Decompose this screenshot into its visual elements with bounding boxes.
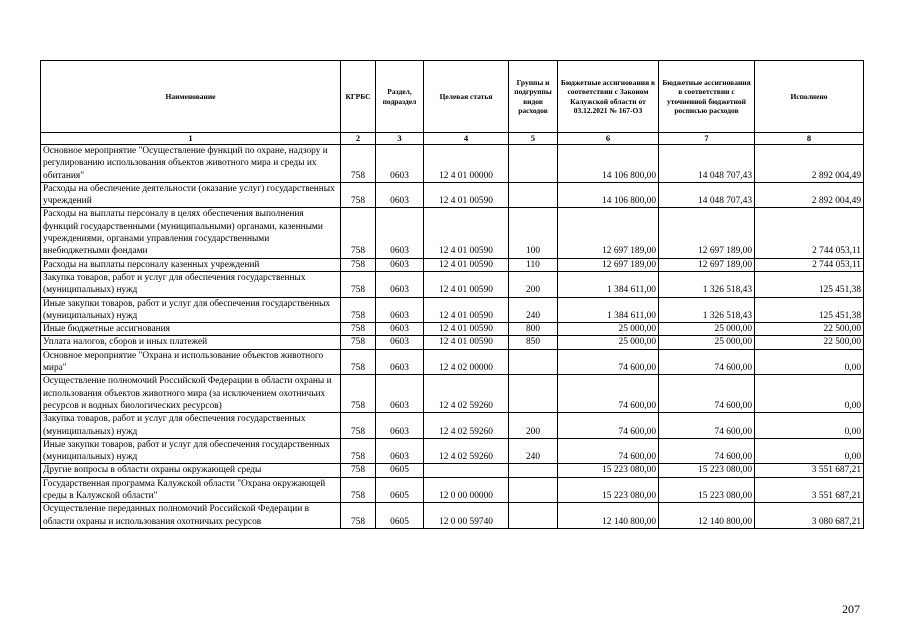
cell-section: 0605 [376, 503, 424, 529]
cell-kgrbs: 758 [341, 145, 376, 183]
cell-refined-allocation: 1 326 518,43 [659, 271, 755, 297]
cell-refined-allocation: 15 223 080,00 [659, 477, 755, 503]
cell-section: 0603 [376, 323, 424, 336]
cell-kgrbs: 758 [341, 375, 376, 413]
column-number: 6 [558, 133, 659, 145]
table-body [41, 145, 864, 529]
cell-name: Уплата налогов, сборов и иных платежей [41, 336, 341, 349]
cell-executed: 2 744 053,11 [755, 208, 864, 258]
cell-law-allocation: 74 600,00 [558, 375, 659, 413]
cell-expense-group: 200 [509, 413, 558, 439]
table-row [41, 323, 864, 336]
cell-target-article: 12 4 01 00590 [424, 182, 509, 208]
cell-refined-allocation: 74 600,00 [659, 375, 755, 413]
cell-target-article: 12 0 00 59740 [424, 503, 509, 529]
cell-target-article: 12 4 01 00590 [424, 297, 509, 323]
cell-law-allocation: 14 106 800,00 [558, 145, 659, 183]
table-row [41, 208, 864, 258]
cell-section: 0603 [376, 375, 424, 413]
table-row [41, 349, 864, 375]
cell-refined-allocation: 14 048 707,43 [659, 182, 755, 208]
table-row [41, 477, 864, 503]
cell-law-allocation: 74 600,00 [558, 349, 659, 375]
cell-target-article: 12 4 02 00000 [424, 349, 509, 375]
table-row [41, 438, 864, 464]
cell-target-article: 12 0 00 00000 [424, 477, 509, 503]
cell-expense-group: 800 [509, 323, 558, 336]
cell-name: Расходы на выплаты персоналу казенных учреждений [41, 258, 341, 271]
header-refined-allocation: Бюджетные ассигнования в соответствии с уточненной бюджетной росписью расходов [659, 61, 755, 133]
cell-name: Закупка товаров, работ и услуг для обеспечения государственных (муниципальных) нужд [41, 271, 341, 297]
cell-target-article: 12 4 01 00000 [424, 145, 509, 183]
cell-expense-group [509, 349, 558, 375]
cell-kgrbs: 758 [341, 182, 376, 208]
cell-section: 0603 [376, 438, 424, 464]
table-row [41, 413, 864, 439]
cell-expense-group [509, 375, 558, 413]
cell-executed: 125 451,38 [755, 271, 864, 297]
cell-executed: 3 551 687,21 [755, 464, 864, 477]
cell-executed: 2 744 053,11 [755, 258, 864, 271]
column-number: 7 [659, 133, 755, 145]
header-row [41, 61, 864, 133]
cell-expense-group: 240 [509, 297, 558, 323]
cell-refined-allocation: 12 697 189,00 [659, 258, 755, 271]
cell-law-allocation: 12 697 189,00 [558, 258, 659, 271]
cell-name: Государственная программа Калужской области "Охрана окружающей среды в Калужской области" [41, 477, 341, 503]
cell-refined-allocation: 12 697 189,00 [659, 208, 755, 258]
cell-name: Иные закупки товаров, работ и услуг для обеспечения государственных (муниципальных) нужд [41, 438, 341, 464]
cell-refined-allocation: 74 600,00 [659, 349, 755, 375]
cell-target-article: 12 4 01 00590 [424, 323, 509, 336]
cell-refined-allocation: 15 223 080,00 [659, 464, 755, 477]
column-number-row [41, 133, 864, 145]
column-number: 3 [376, 133, 424, 145]
header-section: Раздел, подраздел [376, 61, 424, 133]
cell-kgrbs: 758 [341, 464, 376, 477]
cell-name: Расходы на обеспечение деятельности (оказание услуг) государственных учреждений [41, 182, 341, 208]
cell-expense-group [509, 477, 558, 503]
cell-name: Иные бюджетные ассигнования [41, 323, 341, 336]
cell-law-allocation: 74 600,00 [558, 438, 659, 464]
cell-law-allocation: 1 384 611,00 [558, 297, 659, 323]
cell-target-article: 12 4 01 00590 [424, 258, 509, 271]
cell-name: Осуществление полномочий Российской Федерации в области охраны и использования объектов животного мира (за исключением охотничьих ресурсов и водных биологических ресурсов) [41, 375, 341, 413]
table-row [41, 297, 864, 323]
cell-name: Основное мероприятие "Охрана и использование объектов животного мира" [41, 349, 341, 375]
cell-law-allocation: 15 223 080,00 [558, 477, 659, 503]
cell-target-article: 12 4 01 00590 [424, 271, 509, 297]
cell-executed: 22 500,00 [755, 336, 864, 349]
cell-executed: 2 892 004,49 [755, 145, 864, 183]
cell-executed: 0,00 [755, 375, 864, 413]
header-name: Наименование [41, 61, 341, 133]
cell-expense-group [509, 182, 558, 208]
column-number: 1 [41, 133, 341, 145]
cell-kgrbs: 758 [341, 477, 376, 503]
header-kgrbs: КГРБС [341, 61, 376, 133]
cell-law-allocation: 25 000,00 [558, 336, 659, 349]
cell-expense-group [509, 464, 558, 477]
cell-executed: 125 451,38 [755, 297, 864, 323]
cell-refined-allocation: 14 048 707,43 [659, 145, 755, 183]
cell-kgrbs: 758 [341, 297, 376, 323]
cell-kgrbs: 758 [341, 438, 376, 464]
cell-target-article: 12 4 02 59260 [424, 375, 509, 413]
cell-section: 0603 [376, 413, 424, 439]
cell-kgrbs: 758 [341, 503, 376, 529]
cell-section: 0603 [376, 208, 424, 258]
cell-section: 0605 [376, 477, 424, 503]
cell-executed: 0,00 [755, 349, 864, 375]
page-number: 207 [842, 602, 860, 616]
table-row [41, 336, 864, 349]
cell-law-allocation: 74 600,00 [558, 413, 659, 439]
column-number: 4 [424, 133, 509, 145]
cell-name: Расходы на выплаты персоналу в целях обеспечения выполнения функций государственными (муниципальными) органами, казенными учреждениями, органами управления государственными внебюджетными фондами [41, 208, 341, 258]
cell-expense-group [509, 145, 558, 183]
cell-section: 0605 [376, 464, 424, 477]
table-row [41, 182, 864, 208]
cell-law-allocation: 14 106 800,00 [558, 182, 659, 208]
budget-table [40, 60, 864, 529]
header-executed: Исполнено [755, 61, 864, 133]
cell-expense-group: 100 [509, 208, 558, 258]
cell-section: 0603 [376, 349, 424, 375]
cell-law-allocation: 1 384 611,00 [558, 271, 659, 297]
cell-executed: 22 500,00 [755, 323, 864, 336]
table-row [41, 145, 864, 183]
cell-target-article: 12 4 01 00590 [424, 336, 509, 349]
cell-kgrbs: 758 [341, 336, 376, 349]
cell-expense-group: 110 [509, 258, 558, 271]
column-number: 8 [755, 133, 864, 145]
column-number: 5 [509, 133, 558, 145]
cell-target-article: 12 4 01 00590 [424, 208, 509, 258]
table-row [41, 258, 864, 271]
cell-executed: 3 080 687,21 [755, 503, 864, 529]
cell-executed: 0,00 [755, 438, 864, 464]
cell-section: 0603 [376, 336, 424, 349]
header-target-article: Целевая статья [424, 61, 509, 133]
cell-expense-group: 200 [509, 271, 558, 297]
column-number: 2 [341, 133, 376, 145]
cell-name: Основное мероприятие "Осуществление функций по охране, надзору и регулированию использования объектов животного мира и среды их обитания" [41, 145, 341, 183]
cell-name: Иные закупки товаров, работ и услуг для обеспечения государственных (муниципальных) нужд [41, 297, 341, 323]
cell-law-allocation: 12 140 800,00 [558, 503, 659, 529]
cell-section: 0603 [376, 258, 424, 271]
cell-executed: 2 892 004,49 [755, 182, 864, 208]
cell-kgrbs: 758 [341, 349, 376, 375]
table-row [41, 503, 864, 529]
header-law-allocation: Бюджетные ассигнования в соответствии с Законом Калужской области от 03.12.2021 № 167-ОЗ [558, 61, 659, 133]
cell-expense-group [509, 503, 558, 529]
cell-kgrbs: 758 [341, 413, 376, 439]
cell-target-article [424, 464, 509, 477]
cell-kgrbs: 758 [341, 208, 376, 258]
cell-section: 0603 [376, 182, 424, 208]
header-expense-group: Группы и подгруппы видов расходов [509, 61, 558, 133]
cell-expense-group: 850 [509, 336, 558, 349]
cell-name: Осуществление переданных полномочий Российской Федерации в области охраны и использования охотничьих ресурсов [41, 503, 341, 529]
cell-refined-allocation: 12 140 800,00 [659, 503, 755, 529]
cell-law-allocation: 12 697 189,00 [558, 208, 659, 258]
cell-law-allocation: 25 000,00 [558, 323, 659, 336]
table-row [41, 271, 864, 297]
cell-name: Закупка товаров, работ и услуг для обеспечения государственных (муниципальных) нужд [41, 413, 341, 439]
cell-kgrbs: 758 [341, 271, 376, 297]
cell-refined-allocation: 25 000,00 [659, 323, 755, 336]
cell-section: 0603 [376, 145, 424, 183]
cell-executed: 3 551 687,21 [755, 477, 864, 503]
table-row [41, 464, 864, 477]
cell-law-allocation: 15 223 080,00 [558, 464, 659, 477]
cell-refined-allocation: 74 600,00 [659, 438, 755, 464]
table-row [41, 375, 864, 413]
cell-kgrbs: 758 [341, 323, 376, 336]
cell-section: 0603 [376, 271, 424, 297]
cell-refined-allocation: 1 326 518,43 [659, 297, 755, 323]
cell-refined-allocation: 74 600,00 [659, 413, 755, 439]
cell-executed: 0,00 [755, 413, 864, 439]
cell-target-article: 12 4 02 59260 [424, 413, 509, 439]
cell-section: 0603 [376, 297, 424, 323]
cell-target-article: 12 4 02 59260 [424, 438, 509, 464]
cell-name: Другие вопросы в области охраны окружающей среды [41, 464, 341, 477]
cell-kgrbs: 758 [341, 258, 376, 271]
cell-refined-allocation: 25 000,00 [659, 336, 755, 349]
table-header [41, 61, 864, 145]
cell-expense-group: 240 [509, 438, 558, 464]
